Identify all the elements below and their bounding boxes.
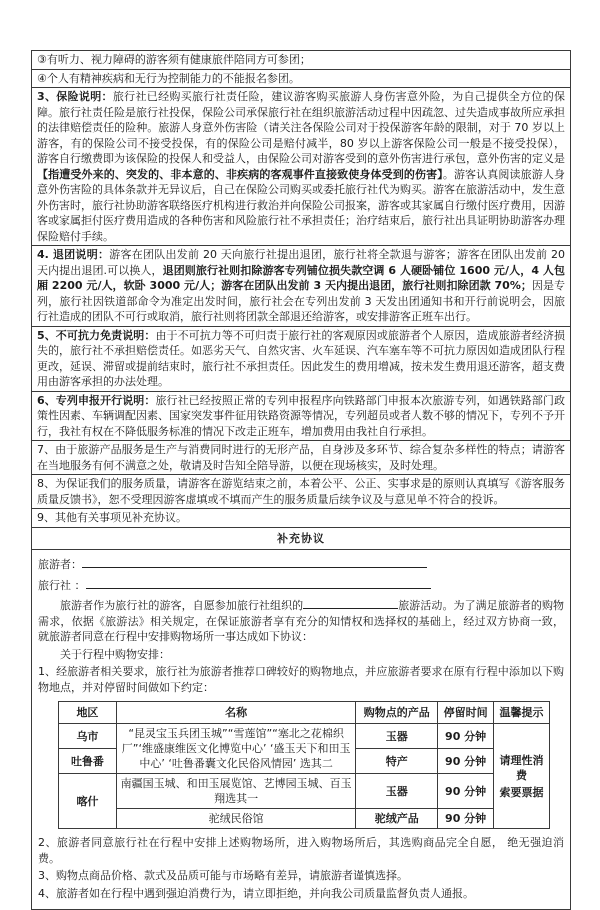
cell-product: 玉器 (356, 774, 438, 809)
clause-service-quality (32, 475, 570, 509)
cell-duration: 90 分钟 (438, 809, 494, 829)
clause-label: 6、专列申报开行说明： (37, 393, 156, 407)
agency-label: 旅行社 ： (38, 578, 86, 592)
agency-blank-line (86, 577, 431, 589)
clause-emphasis: 退团则旅行社则扣除游客专列铺位损失款空调 6 人硬卧铺位 1600 元/人，4 人包厢 2200 元/人，软卧 3000 元/人；游客在团队出发前 3 天内提出退团，旅行社则扣除团款 70%； (37, 263, 565, 292)
traveler-signature-line (38, 556, 564, 573)
clause-text: 由于不可抗力等不可归责于旅行社的客观原因或旅游者个人原因，造成旅游者经济损失的，旅行社不承担赔偿责任。如恶劣天气、自然灾害、火车延误、汽车塞车等不可抗力原因如造成团队行程更改，延误、滞留或提前结束时，旅行社不承担责任。因此发生的费用增减，按未发生费用退还游客，超支费用由游客承担的办法处理。 (37, 328, 565, 388)
clause-text: 因是专列，旅行社因铁道部命令为准定出发时间，旅行社会在专列出发前 3 天发出团通知书和开行前说明会，因旅行社造成的团队不可行或取消，旅行社则将团款全部退还给游客，或安排游客正班车出行。 (37, 279, 565, 323)
traveler-blank-line (82, 556, 427, 568)
clause-emphasis: 【指遭受外来的、突发的、非本意的、非疾病的客观事件直接致使身体受到的伤害】 (37, 167, 443, 181)
cell-product: 特产 (356, 749, 438, 774)
supplement-body (32, 550, 570, 909)
clause-text: 游客在团队出发前 20 天向旅行社提出退团，旅行社将全款退与游客；游客在团队出发前 20 天内提出退团.可以换人， (37, 248, 565, 277)
cell-product: 玉器 (356, 724, 438, 749)
table-row (59, 809, 550, 829)
shopping-points-table (58, 701, 550, 829)
clause-label: 3、保险说明： (37, 90, 113, 103)
header-region: 地区 (59, 702, 117, 724)
clause-service-nature (32, 441, 570, 475)
cell-product: 驼绒产品 (356, 809, 438, 829)
clause-refund (32, 246, 570, 327)
supplement-item-4: 4、旅游者如在行程中遇到强迫消费行为，请立即拒绝，并向我公司质量监督负责人通报。 (38, 886, 474, 900)
cell-duration: 90 分钟 (438, 749, 494, 774)
tip-line: 请理性消费 (499, 753, 544, 782)
cell-shop-names: “昆灵宝玉兵团玉城”“雪莲馆”“塞北之花棉织厂”‘维盛康维医文化博览中心’ ‘盛玉天下和田玉中心’ ‘吐鲁番囊文化民俗风情园’ 选其二 (116, 724, 355, 774)
tour-name-blank (303, 597, 398, 609)
supplement-intro-paragraph (38, 597, 564, 645)
clause-insurance (32, 88, 570, 246)
table-header-row (59, 702, 550, 724)
tip-line: 索要票据 (499, 785, 544, 799)
cell-shop-names: 驼绒民俗馆 (116, 809, 355, 829)
clause-label: 4. 退团说明： (37, 248, 110, 261)
clause-text: 9、其他有关事项见补充协议。 (37, 511, 187, 524)
note-item-mental (32, 70, 570, 89)
note-text: ③有听力、视力障碍的游客须有健康旅伴陪同方可参团； (37, 53, 311, 66)
cell-duration: 90 分钟 (438, 774, 494, 809)
header-name: 名称 (116, 702, 355, 724)
cell-tip (494, 724, 550, 829)
supplement-heading (32, 528, 570, 551)
supplement-item-1: 1、经旅游者相关要求，旅行社为旅游者推荐口碑较好的购物地点，并应旅游者要求在原有行程中添加以下购物地点，并对停留时间做如下约定： (38, 665, 564, 694)
traveler-label: 旅游者： (38, 558, 82, 571)
note-text: ④个人有精神疾病和无行为控制能力的不能报名参团。 (37, 71, 300, 85)
cell-region: 乌市 (59, 724, 117, 749)
clause-text: 7、由于旅游产品服务是生产与消费同时进行的无形产品，自身涉及多环节、综合复杂多样性的特点；请游客在当地服务有何不满意之处，敬请及时告知全陪导游，以便在现场核实，及时处理。 (37, 443, 565, 472)
clause-force-majeure (32, 327, 570, 392)
clause-text: 。游客认真阅读旅游人身意外伤害险的具体条款并无异议后，自己在保险公司购买或委托旅行社代为购买。游客在旅游活动中，发生意外伤害时，旅行社协助游客联络医疗机构进行救治并向保险公司报案，游客或其家属自行缴付医疗费用，因游客或家属拒付医疗费用造成的各种伤害和风险旅行社不承担责任；治疗结束后，旅行社出具证明协助游客办理保险赔付手续。 (37, 167, 565, 243)
shopping-arrangement-subheading: 关于行程中购物安排： (60, 647, 170, 661)
clause-text: 旅行社已经按照正常的专列申报程序向铁路部门申报本次旅游专列，如遇铁路部门政策性因素、车辆调配因素、国家突发事件征用铁路资源等情况，专列超员或者人数不够的情况下，专列不予开行，我社有权在不降低服务标准的情况下改走正班车，增加费用由我社自行承担。 (37, 393, 565, 438)
clause-label: 5、不可抗力免责说明： (37, 328, 156, 342)
clause-train-approval (32, 392, 570, 442)
supplement-item-2: 2、旅游者同意旅行社在行程中安排上述购物场所，进入购物场所后，其选购商品完全自愿， 绝无强迫消费。 (38, 836, 564, 865)
note-item-hearing (32, 51, 570, 70)
cell-shop-names: 南疆国玉城、和田玉展览馆、艺博园玉城、百玉翔选其一 (116, 774, 355, 809)
agency-signature-line (38, 577, 564, 594)
cell-duration: 90 分钟 (438, 724, 494, 749)
clause-text: 旅行社已经购买旅行社责任险，建议游客购买旅游人身伤害意外险，为自己提供全方位的保障。旅行社责任险是旅行社投保，保险公司承保旅行社在组织旅游活动过程中因疏忽、过失造成事故所应承担的法律赔偿责任的险种。旅游人身意外伤害险（请关注各保险公司对于投保游客年龄的限制，对于 70 岁以上游客，有的保险公司不接受投保，有的保险公司是赔付减半，80 岁以上游客保险公司一般是不接受投保），游客自行缴费即为该保险的投保人和受益人，由保险公司对游客受到的意外伤害进行承包，意外伤害的定义是 (37, 90, 566, 165)
header-tip: 温馨提示 (494, 702, 550, 724)
header-duration: 停留时间 (438, 702, 494, 724)
table-row (59, 774, 550, 809)
clause-text: 8、为保证我们的服务质量，请游客在游览结束之前，本着公平、公正、实事求是的原则认真填写《游客服务质量反馈书》，恕不受理因游客虚填或不填而产生的服务质量后续争议及与意见单不符合的投诉。 (37, 477, 565, 506)
header-product: 购物点的产品 (356, 702, 438, 724)
supplement-item-3: 3、购物点商品价格、款式及品质可能与市场略有差异，请旅游者谨慎选择。 (38, 869, 408, 882)
paragraph-text: 旅游者作为旅行社的游客，自愿参加旅行社组织的 (60, 599, 304, 612)
paragraph-text: 旅游活动。为了满足旅游者的购物需求，依据《旅游法》相关规定，在保证旅游者享有充分的知情权和选择权的基础上，经过双方协商一致，就旅游者同意在行程中安排购物场所一事达成如下协议： (38, 599, 564, 643)
contract-document (31, 50, 571, 910)
cell-region: 吐鲁番 (59, 749, 117, 774)
table-row (59, 724, 550, 749)
supplement-heading-text: 补充协议 (277, 531, 325, 545)
cell-region: 喀什 (59, 774, 117, 829)
clause-other-matters (32, 509, 570, 528)
